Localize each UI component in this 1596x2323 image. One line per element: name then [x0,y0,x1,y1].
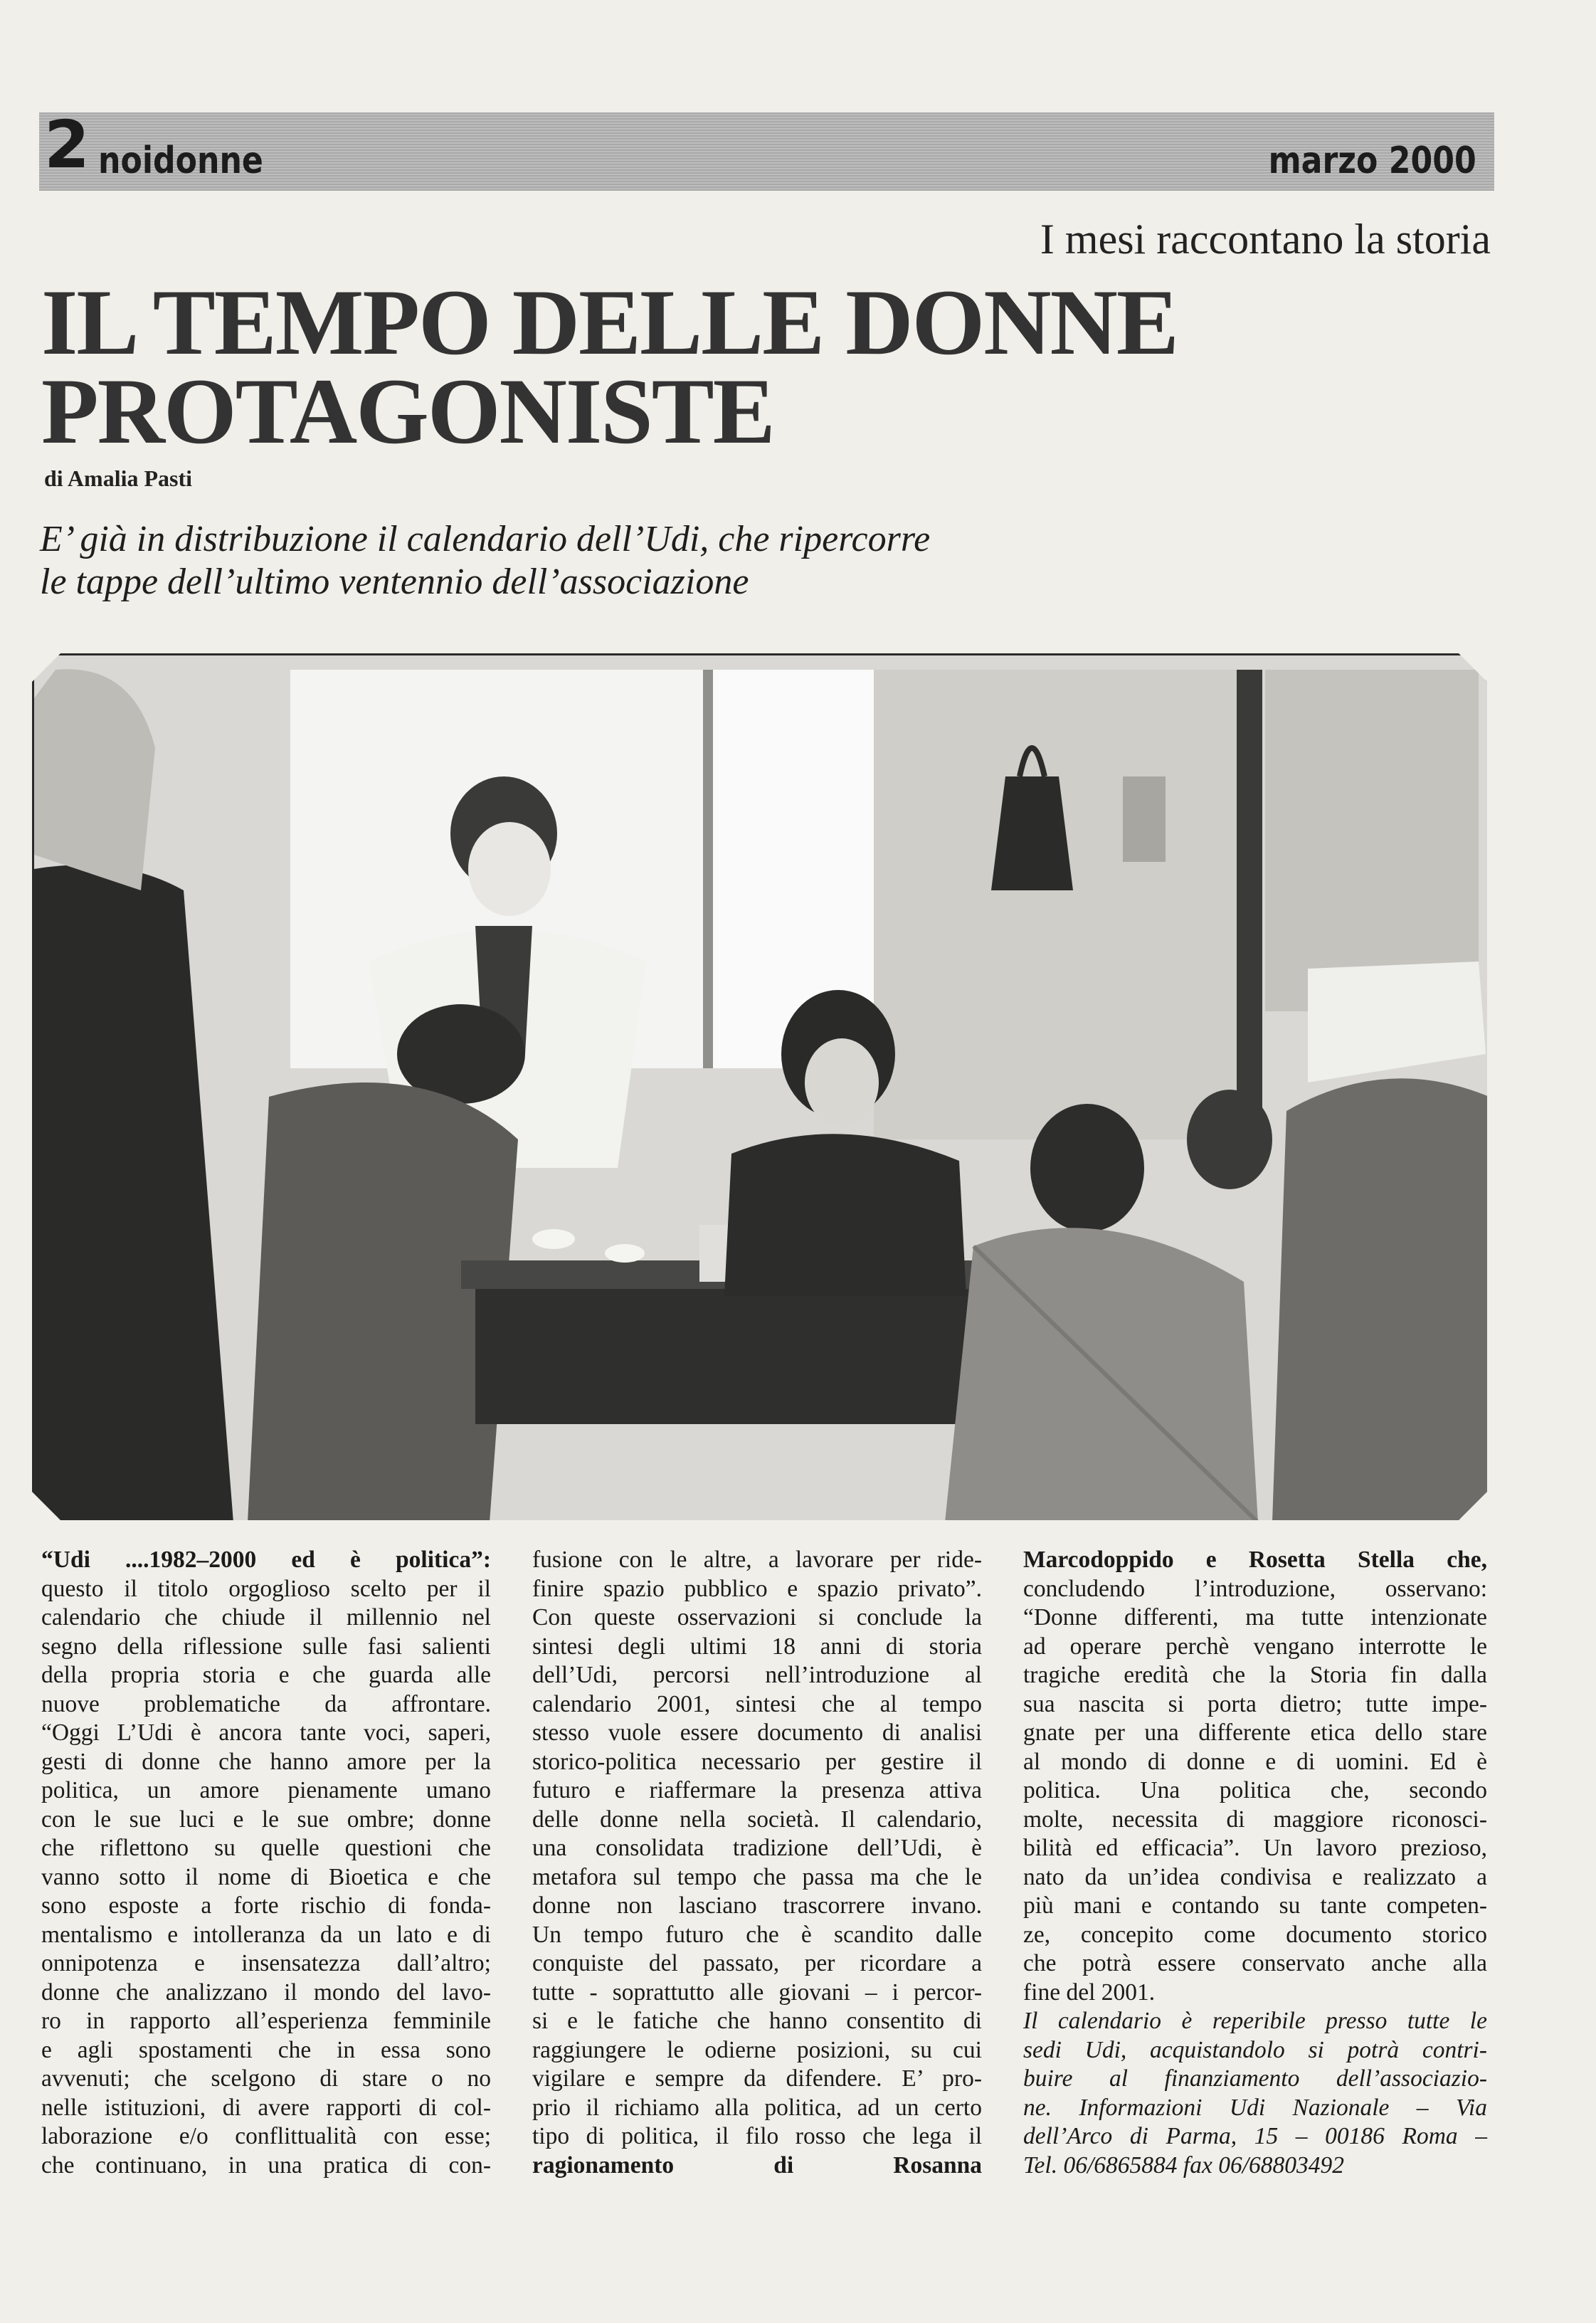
body-line: fine del 2001. [1023,1979,1156,2006]
body-line: fusione con le altre, a lavorare per ride- [532,1547,982,1573]
body-line: che riflettono su quelle questioni che [41,1835,491,1861]
body-line: tragiche eredità che la Storia fin dalla [1023,1662,1487,1688]
body-line: laborazione e/o conflittualità con esse; [41,2123,491,2149]
headline-line-2: PROTAGONISTE [41,359,774,464]
body-line: dell’Udi, percorsi nell’introduzione al [532,1662,982,1688]
body-line: finire spazio pubblico e spazio privato”. [532,1575,982,1602]
body-line: Marcodoppido e Rosetta Stella che, [1023,1547,1487,1573]
magazine-name: noidonne [98,139,263,182]
info-line: dell’Arco di Parma, 15 – 00186 Roma – [1023,2123,1487,2149]
body-line: concludendo l’introduzione, osservano: [1023,1575,1487,1602]
body-line: “Donne differenti, ma tutte intenzionate [1023,1604,1487,1631]
page-number: 2 [44,107,89,183]
body-line: della propria storia e che guarda alle [41,1662,491,1688]
article-headline [41,270,1322,464]
body-line: si e le fatiche che hanno consentito di [532,2008,982,2034]
article-kicker: I mesi raccontano la storia [1040,216,1491,263]
info-line: buire al finanziamento dell’associazio- [1023,2065,1487,2092]
body-line: metafora sul tempo che passa ma che le [532,1863,982,1890]
body-line: che continuano, in una pratica di con- [41,2151,491,2179]
body-line: nato da un’idea condivisa e realizzato a [1023,1863,1487,1890]
body-line: ragionamento di Rosanna [532,2151,982,2179]
body-line: “Oggi L’Udi è ancora tante voci, saperi, [41,1719,491,1746]
lead-quote: “Udi ....1982–2000 ed è politica”: [41,1547,491,1573]
body-line: nuove problematiche da affrontare. [41,1690,491,1717]
body-line: e agli spostamenti che in essa sono [41,2036,491,2063]
body-column-1 [41,1546,491,2180]
body-line: calendario che chiude il millennio nel [41,1604,491,1631]
body-line: prio il richiamo alla politica, ad un certo [532,2094,982,2121]
body-line: nelle istituzioni, di avere rapporti di col- [41,2094,491,2121]
body-line: una consolidata tradizione dell’Udi, è [532,1835,982,1861]
article-deck [40,518,1178,604]
body-line: calendario 2001, sintesi che al tempo [532,1690,982,1717]
body-line: donne che analizzano il mondo del lavo- [41,1979,491,2006]
body-column-2 [532,1546,982,2180]
info-line: sedi Udi, acquistandolo si potrà contri- [1023,2036,1487,2063]
body-line: donne non lasciano trascorrere invano. [532,1892,982,1919]
body-line: che potrà essere conservato anche alla [1023,1950,1487,1976]
body-line: Un tempo futuro che è scandito dalle [532,1921,982,1948]
body-line: segno della riflessione sulle fasi salienti [41,1633,491,1660]
body-line: questo il titolo orgoglioso scelto per il [41,1575,491,1602]
body-column-3 [1023,1546,1487,2180]
body-line: ro in rapporto all’esperienza femminile [41,2008,491,2034]
body-line: gesti di donne che hanno amore per la [41,1748,491,1775]
body-line: politica, un amore pienamente umano [41,1777,491,1803]
body-line: delle donne nella società. Il calendario, [532,1806,982,1833]
deck-line-1: E’ già in distribuzione il calendario dell’Udi, che ripercorre [40,519,931,559]
body-line: con le sue luci e le sue ombre; donne [41,1806,491,1833]
body-line: sua nascita si porta dietro; tutte impe- [1023,1690,1487,1717]
body-line: al mondo di donne e di uomini. Ed è [1023,1748,1487,1775]
body-line: mentalismo e intolleranza da un lato e di [41,1921,491,1948]
body-line: sono esposte a forte rischio di fonda- [41,1892,491,1919]
issue-date: marzo 2000 [1268,139,1476,182]
info-line: Tel. 06/6865884 fax 06/68803492 [1023,2151,1345,2179]
info-line: ne. Informazioni Udi Nazionale – Via [1023,2094,1487,2121]
body-line: onnipotenza e insensatezza dall’altro; [41,1950,491,1976]
article-byline: di Amalia Pasti [44,465,193,491]
article-photo [32,653,1487,1520]
body-line: avvenuti; che scelgono di stare o no [41,2065,491,2092]
body-line: bilità ed efficacia”. Un lavoro prezioso, [1023,1835,1487,1861]
body-line: storico-politica necessario per gestire il [532,1748,982,1775]
body-line: ze, concepito come documento storico [1023,1921,1487,1948]
body-line: tipo di politica, il filo rosso che lega il [532,2123,982,2149]
body-line: tutte - soprattutto alle giovani – i percor- [532,1979,982,2006]
body-line: più mani e contando su tante competen- [1023,1892,1487,1919]
info-line: Il calendario è reperibile presso tutte le [1023,2008,1487,2034]
body-line: Con queste osservazioni si conclude la [532,1604,982,1631]
body-line: conquiste del passato, per ricordare a [532,1950,982,1976]
body-line: politica. Una politica che, secondo [1023,1777,1487,1803]
body-line: ad operare perchè vengano interrotte le [1023,1633,1487,1660]
body-line [41,1546,491,1575]
body-line: gnate per una differente etica dello stare [1023,1719,1487,1746]
body-line: raggiungere le odierne posizioni, su cui [532,2036,982,2063]
body-line: vigilare e sempre da difendere. E’ pro- [532,2065,982,2092]
body-line: sintesi degli ultimi 18 anni di storia [532,1633,982,1660]
body-line: futuro e riaffermare la presenza attiva [532,1777,982,1803]
body-line: stesso vuole essere documento di analisi [532,1719,982,1746]
body-line: molte, necessita di maggiore riconosci- [1023,1806,1487,1833]
body-line: vanno sotto il nome di Bioetica e che [41,1863,491,1890]
deck-line-2: le tappe dell’ultimo ventennio dell’associazione [40,562,749,602]
photo-illustration [34,655,1489,1522]
headline-line-1: IL TEMPO DELLE DONNE [41,270,1178,374]
